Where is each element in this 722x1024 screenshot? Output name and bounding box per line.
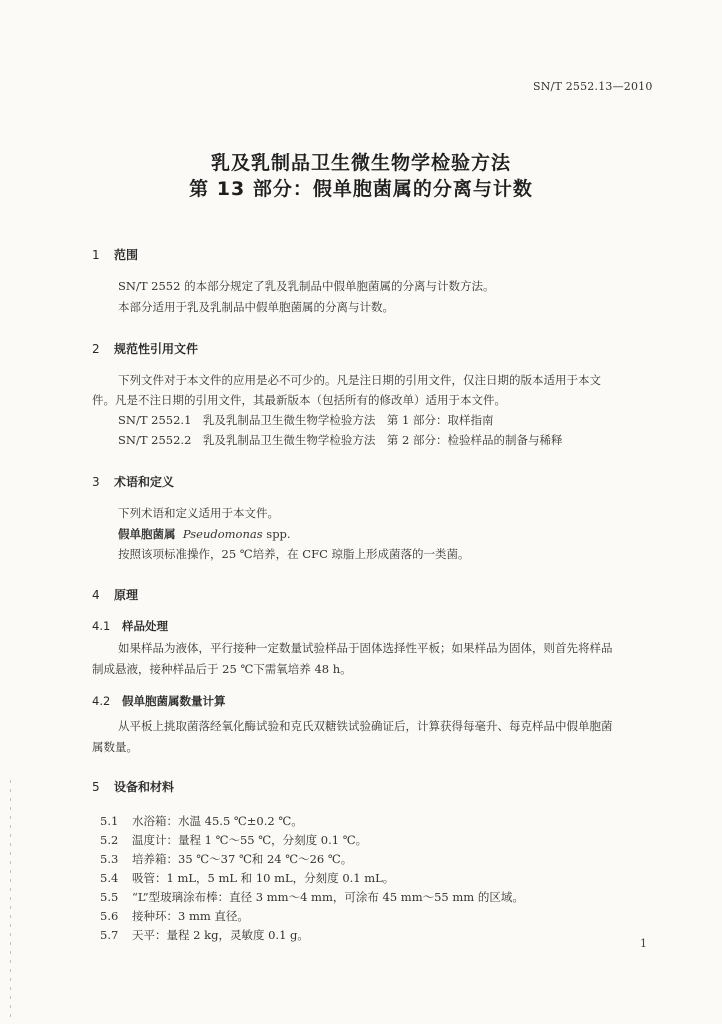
section-number: 2 (92, 342, 100, 356)
section-number: 3 (92, 475, 100, 489)
subsection-number: 4.2 (92, 694, 111, 708)
section-5-heading (92, 778, 174, 795)
section-number: 4 (92, 588, 100, 602)
term-definition: 按照该项标准操作，25 ℃培养，在 CFC 琼脂上形成菌落的一类菌。 (118, 547, 470, 561)
page-number: 1 (640, 937, 647, 950)
item-number: 5.7 (100, 928, 119, 942)
section-number: 1 (92, 248, 100, 262)
item-text: 水浴箱：水温 45.5 ℃±0.2 ℃。 (132, 814, 303, 828)
paragraph: 属数量。 (92, 740, 138, 754)
subsection-4-2-heading (92, 693, 226, 709)
item-number: 5.2 (100, 833, 119, 847)
standard-code: SN/T 2552.13—2010 (533, 80, 653, 93)
item-number: 5.3 (100, 852, 119, 866)
term-name: 假单胞菌属 (118, 527, 176, 541)
subsection-title: 假单胞菌属数量计算 (122, 694, 226, 708)
equipment-item (100, 889, 524, 905)
reference-item: SN/T 2552.1 乳及乳制品卫生微生物学检验方法 第 1 部分：取样指南 (118, 413, 494, 427)
document-title: 乳及乳制品卫生微生物学检验方法 (210, 152, 511, 174)
paragraph: 如果样品为液体，平行接种一定数量试验样品于固体选择性平板；如果样品为固体，则首先将样品 (118, 641, 613, 655)
item-text: 天平：量程 2 kg，灵敏度 0.1 g。 (132, 928, 309, 942)
item-text: “L”型玻璃涂布棒：直径 3 mm～4 mm，可涂布 45 mm～55 mm 的区域。 (132, 890, 524, 904)
term-latin: Pseudomonas (182, 527, 263, 541)
section-4-heading (92, 586, 138, 603)
paragraph: 下列术语和定义适用于本文件。 (118, 506, 279, 520)
section-title: 术语和定义 (114, 475, 175, 489)
item-text: 吸管：1 mL，5 mL 和 10 mL，分刻度 0.1 mL。 (132, 871, 395, 885)
section-title: 设备和材料 (114, 780, 175, 794)
section-title: 范围 (114, 248, 139, 262)
item-text: 培养箱：35 ℃～37 ℃和 24 ℃～26 ℃。 (132, 852, 353, 866)
equipment-item (100, 908, 249, 924)
item-number: 5.5 (100, 890, 119, 904)
subsection-number: 4.1 (92, 619, 111, 633)
paragraph: SN/T 2552 的本部分规定了乳及乳制品中假单胞菌属的分离与计数方法。 (118, 279, 495, 293)
reference-item: SN/T 2552.2 乳及乳制品卫生微生物学检验方法 第 2 部分：检验样品的制备与稀释 (118, 433, 563, 447)
paragraph: 下列文件对于本文件的应用是必不可少的。凡是注日期的引用文件，仅注日期的版本适用于本文 (118, 373, 601, 387)
document-subtitle: 第 13 部分：假单胞菌属的分离与计数 (189, 178, 533, 200)
section-title: 原理 (114, 588, 139, 602)
equipment-item (100, 870, 394, 886)
equipment-item (100, 832, 367, 848)
scan-edge-artifact (10, 780, 11, 1020)
section-title: 规范性引用文件 (114, 342, 199, 356)
paragraph: 制成悬液，接种样品后于 25 ℃下需氧培养 48 h。 (92, 662, 352, 676)
equipment-item (100, 927, 309, 943)
item-text: 温度计：量程 1 ℃～55 ℃，分刻度 0.1 ℃。 (132, 833, 368, 847)
term-spp: spp. (262, 527, 291, 541)
paragraph: 从平板上挑取菌落经氧化酶试验和克氏双糖铁试验确证后，计算获得每毫升、每克样品中假单胞菌 (118, 719, 613, 733)
paragraph: 件。凡是不注日期的引用文件，其最新版本（包括所有的修改单）适用于本文件。 (92, 393, 506, 407)
item-number: 5.1 (100, 814, 119, 828)
section-1-heading (92, 246, 138, 263)
subsection-4-1-heading (92, 618, 168, 634)
equipment-item (100, 813, 303, 829)
item-text: 接种环：3 mm 直径。 (132, 909, 249, 923)
item-number: 5.4 (100, 871, 119, 885)
term-entry (118, 526, 291, 542)
subsection-title: 样品处理 (122, 619, 168, 633)
section-3-heading (92, 473, 174, 490)
paragraph: 本部分适用于乳及乳制品中假单胞菌属的分离与计数。 (118, 300, 394, 314)
section-number: 5 (92, 780, 100, 794)
equipment-item (100, 851, 352, 867)
section-2-heading (92, 340, 198, 357)
item-number: 5.6 (100, 909, 119, 923)
